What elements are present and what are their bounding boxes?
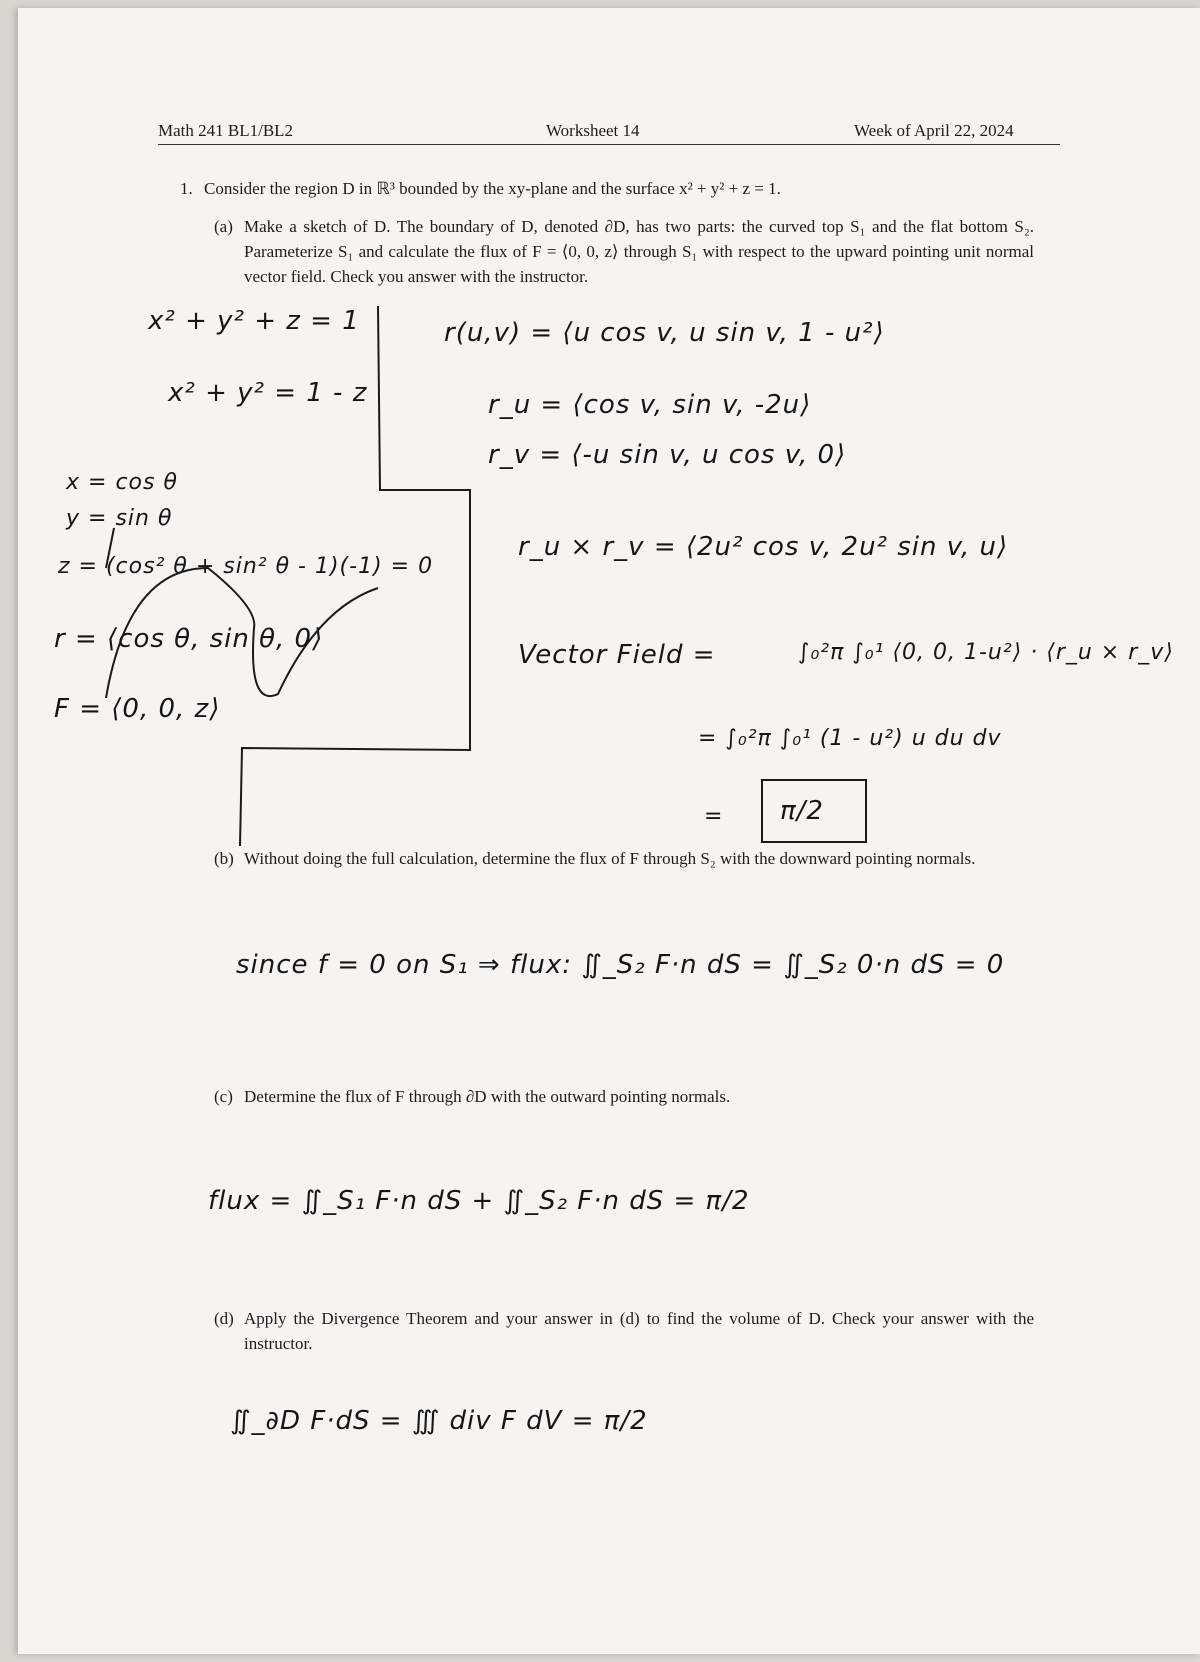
hw-flux-step: = ∫₀²π ∫₀¹ (1 - u²) u du dv [698,726,1002,751]
hw-equals: = [704,804,724,829]
hw-field-F: F = ⟨0, 0, z⟩ [54,694,221,724]
part-c-label: (c) [214,1087,233,1106]
hw-part-d-answer: ∬_∂D F·dS = ∭ div F dV = π/2 [230,1406,648,1436]
hw-r-v: r_v = ⟨-u sin v, u cos v, 0⟩ [488,440,847,470]
hw-part-c-answer: flux = ∬_S₁ F·n dS + ∬_S₂ F·n dS = π/2 [208,1186,750,1216]
hw-cross-product: r_u × r_v = ⟨2u² cos v, 2u² sin v, u⟩ [518,532,1009,562]
part-b-label: (b) [214,849,234,868]
hw-z-param: z = (cos² θ + sin² θ - 1)(-1) = 0 [58,554,434,579]
hw-flux-label: Vector Field = [518,640,716,670]
ink-divider [240,306,470,846]
hw-x-param: x = cos θ [66,470,178,495]
hw-r-u: r_u = ⟨cos v, sin v, -2u⟩ [488,390,812,420]
part-b-text: Without doing the full calculation, determine the flux of F through S₂ with the downward pointing normals. [244,849,976,868]
hw-y-param: y = sin θ [66,506,173,531]
hw-r-param: r = ⟨cos θ, sin θ, 0⟩ [54,624,324,654]
ink-sketch-curve [106,568,378,698]
part-d-text: Apply the Divergence Theorem and your answer in (d) to find the volume of D. Check your answer with the instructor. [244,1309,1034,1353]
hw-part-b-answer: since f = 0 on S₁ ⇒ flux: ∬_S₂ F·n dS = ∬_S₂ 0·n dS = 0 [236,950,1005,980]
part-a-text: Make a sketch of D. The boundary of D, denoted ∂D, has two parts: the curved top S₁ and the flat bottom S₂. Parameterize S₁ and calculate the flux of F = ⟨0, 0, z⟩ through S₁ with respect to the upward pointing unit normal vector field. Check you answer with the instructor. [244,217,1034,286]
course-label: Math 241 BL1/BL2 [158,121,294,140]
hw-equation-surface: x² + y² + z = 1 [148,306,360,336]
part-d-label: (d) [214,1309,234,1328]
hw-flux-integral: ∫₀²π ∫₀¹ ⟨0, 0, 1-u²⟩ · ⟨r_u × r_v⟩ [798,640,1174,665]
problem-statement: Consider the region D in ℝ³ bounded by the xy-plane and the surface x² + y² + z = 1. [204,179,781,198]
hw-r-uv: r(u,v) = ⟨u cos v, u sin v, 1 - u²⟩ [444,318,885,348]
ink-sketch-tick [106,528,114,568]
hw-flux-answer: π/2 [780,796,824,826]
handwritten-strokes [18,8,1200,1654]
part-c-text: Determine the flux of F through ∂D with the outward pointing normals. [244,1087,731,1106]
part-a-label: (a) [214,217,233,236]
worksheet-title: Worksheet 14 [546,121,640,140]
hw-equation-rearranged: x² + y² = 1 - z [168,378,368,408]
worksheet-page [18,8,1200,1654]
header-date: Week of April 22, 2024 [854,121,1014,140]
ink-answer-box [762,780,866,842]
problem-number: 1. [180,179,193,198]
